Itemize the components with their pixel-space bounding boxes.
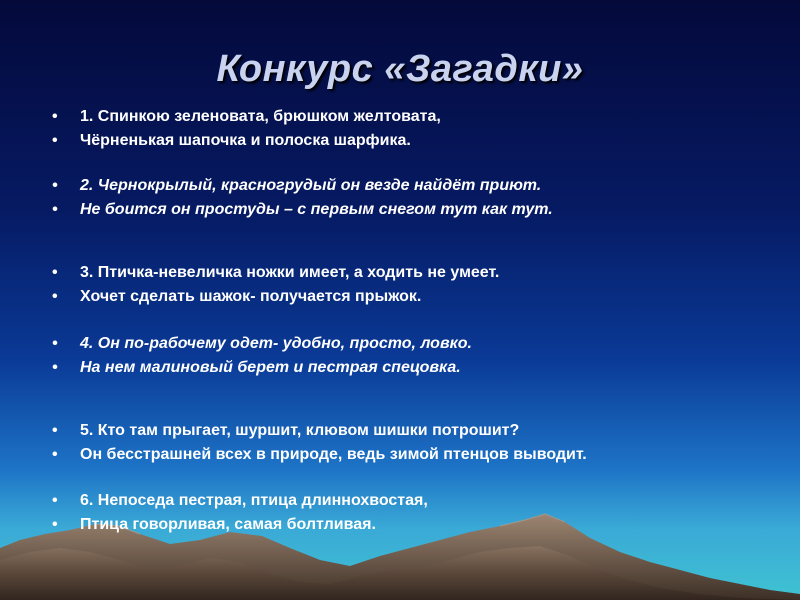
riddle-4-line-1 [52, 333, 792, 355]
bullet-icon: • [52, 516, 58, 533]
riddle-2-line-2 [52, 199, 792, 221]
bullet-icon: • [52, 335, 58, 352]
riddle-text: Птица говорливая, самая болтливая. [80, 516, 376, 533]
riddle-text: 2. Чернокрылый, красногрудый он везде найдёт приют. [80, 177, 542, 194]
bullet-icon: • [52, 288, 58, 305]
bullet-icon: • [52, 422, 58, 439]
riddle-4-line-2 [52, 357, 792, 379]
riddle-1-line-1 [52, 106, 792, 128]
riddle-text: Не боится он простуды – с первым снегом тут как тут. [80, 201, 553, 218]
riddle-6-line-2 [52, 514, 792, 536]
riddle-5-line-2 [52, 444, 792, 466]
riddle-3-line-1 [52, 262, 792, 284]
bullet-icon: • [52, 108, 58, 125]
riddle-text: Хочет сделать шажок- получается прыжок. [80, 288, 422, 305]
riddle-text: 6. Непоседа пестрая, птица длиннохвостая, [80, 492, 428, 509]
bullet-icon: • [52, 177, 58, 194]
bullet-icon: • [52, 132, 58, 149]
riddle-1-line-2 [52, 130, 792, 152]
bullet-icon: • [52, 359, 58, 376]
riddle-text: 3. Птичка-невеличка ножки имеет, а ходить не умеет. [80, 264, 500, 281]
riddle-6-line-1 [52, 490, 792, 512]
riddle-text: 1. Спинкою зеленовата, брюшком желтовата, [80, 108, 441, 125]
riddle-text: 5. Кто там прыгает, шуршит, клювом шишки потрошит? [80, 422, 520, 439]
bullet-icon: • [52, 446, 58, 463]
bullet-icon: • [52, 201, 58, 218]
riddle-text: Он бесстрашней всех в природе, ведь зимой птенцов выводит. [80, 446, 587, 463]
riddle-3-line-2 [52, 286, 792, 308]
riddle-5-line-1 [52, 420, 792, 442]
bullet-icon: • [52, 492, 58, 509]
slide-title: Конкурс «Загадки» [216, 48, 584, 90]
riddle-text: 4. Он по-рабочему одет- удобно, просто, ловко. [80, 335, 472, 352]
riddle-text: Чёрненькая шапочка и полоска шарфика. [80, 132, 411, 149]
riddle-text: На нем малиновый берет и пестрая спецовка. [80, 359, 461, 376]
riddle-2-line-1 [52, 175, 792, 197]
bullet-icon: • [52, 264, 58, 281]
